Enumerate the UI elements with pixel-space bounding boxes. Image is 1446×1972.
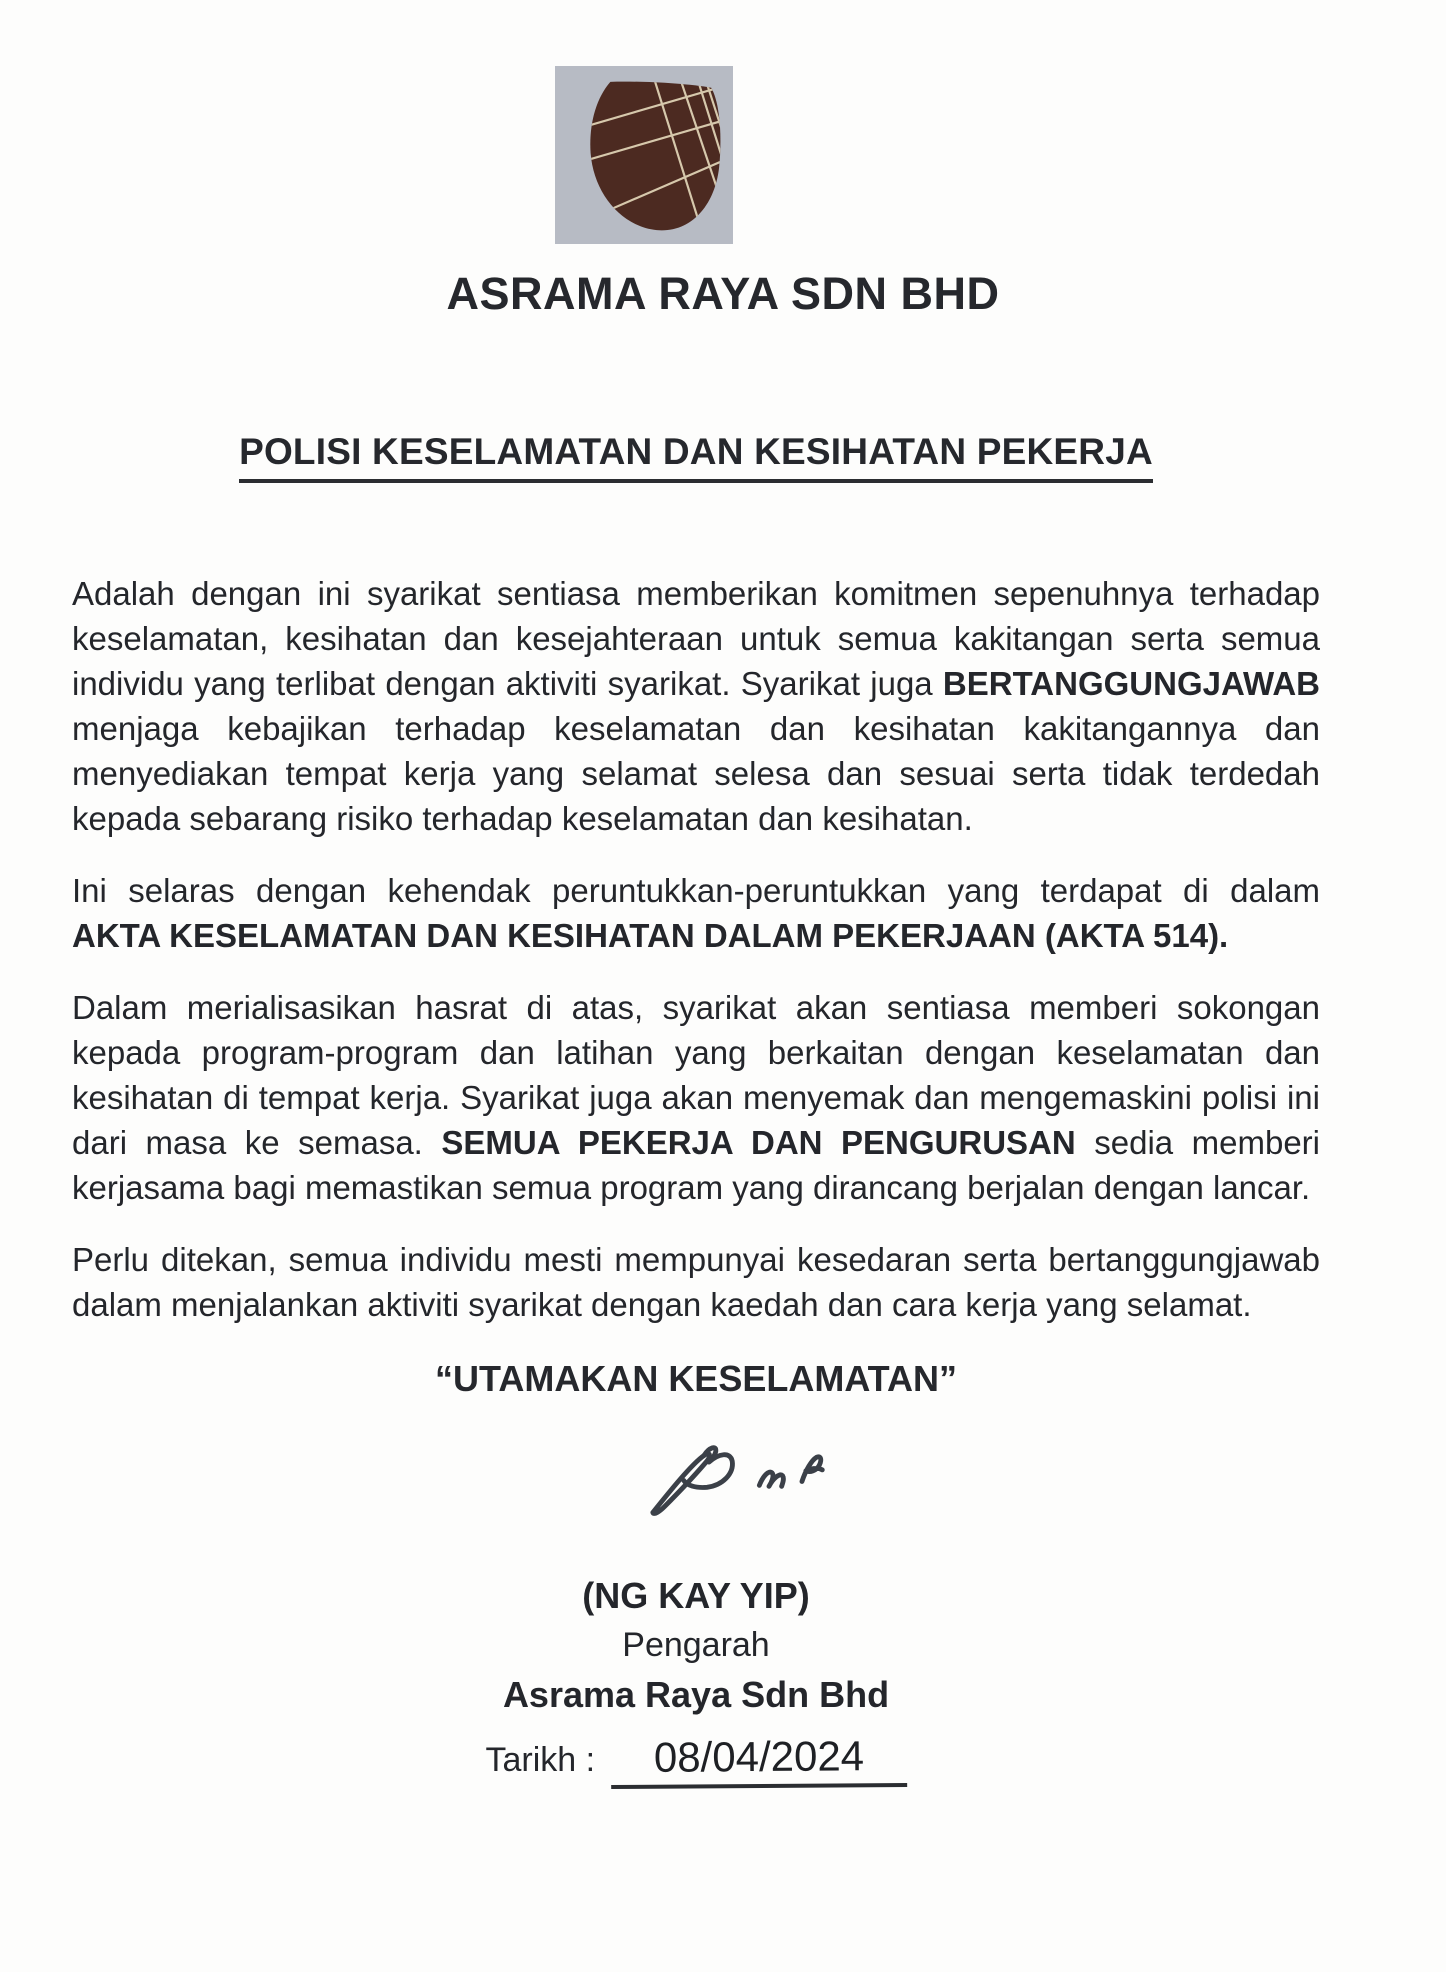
body-paragraph <box>72 571 1320 841</box>
company-logo <box>554 66 734 244</box>
body-paragraph <box>72 1237 1320 1327</box>
date-row <box>72 1734 1320 1788</box>
safety-slogan: “UTAMAKAN KESELAMATAN” <box>435 1358 957 1399</box>
company-logo-graphic <box>554 66 734 244</box>
signer-title: Pengarah <box>622 1626 770 1664</box>
company-name: ASRAMA RAYA SDN BHD <box>446 268 1000 319</box>
signer-name: (NG KAY YIP) <box>582 1575 810 1616</box>
date-value: 08/04/2024 <box>653 1732 864 1781</box>
text-segment: Perlu ditekan, semua individu mesti mempunyai kesedaran serta bertanggungjawab dalam menjalankan aktiviti syarikat dengan kaedah dan cara kerja yang selamat. <box>72 1241 1320 1323</box>
text-segment: menjaga kebajikan terhadap keselamatan dan kesihatan kakitangannya dan menyediakan tempat kerja yang selamat selesa dan sesuai serta tidak terdedah kepada sebarang risiko terhadap keselamatan dan kesihatan. <box>72 710 1320 837</box>
text-segment: Dalam merialisasikan hasrat di atas, syarikat akan sentiasa memberi sokongan kepada program-program dan latihan yang berkaitan dengan keselamatan dan kesihatan di tempat kerja. Syarikat juga akan menyemak dan mengemaskini polisi ini dari masa ke semasa. <box>72 989 1320 1161</box>
text-segment: sedia memberi kerjasama bagi memastikan semua program yang dirancang berjalan dengan lancar. <box>72 1124 1321 1206</box>
bold-text-segment: AKTA KESELAMATAN DAN KESIHATAN DALAM PEKERJAAN (AKTA 514). <box>72 917 1229 954</box>
signature-area <box>72 1435 1320 1532</box>
text-segment: Ini selaras dengan kehendak peruntukkan-peruntukkan yang terdapat di dalam <box>72 872 1320 909</box>
date-underline <box>610 1733 906 1789</box>
body-paragraph <box>72 985 1320 1210</box>
date-label: Tarikh : <box>485 1741 596 1779</box>
bold-text-segment: BERTANGGUNGJAWAB <box>942 665 1320 702</box>
document-title: POLISI KESELAMATAN DAN KESIHATAN PEKERJA <box>239 430 1153 483</box>
text-segment: Adalah dengan ini syarikat sentiasa memberikan komitmen sepenuhnya terhadap keselamatan, kesihatan dan kesejahteraan untuk semua kakitangan serta semua individu yang terlibat dengan aktiviti syarikat. Syarikat juga <box>72 575 1320 702</box>
body-paragraphs <box>72 571 1320 1327</box>
signer-company: Asrama Raya Sdn Bhd <box>502 1674 890 1715</box>
handwritten-signature <box>642 1435 867 1527</box>
bold-text-segment: SEMUA PEKERJA DAN PENGURUSAN <box>441 1124 1076 1161</box>
body-paragraph <box>72 868 1320 958</box>
